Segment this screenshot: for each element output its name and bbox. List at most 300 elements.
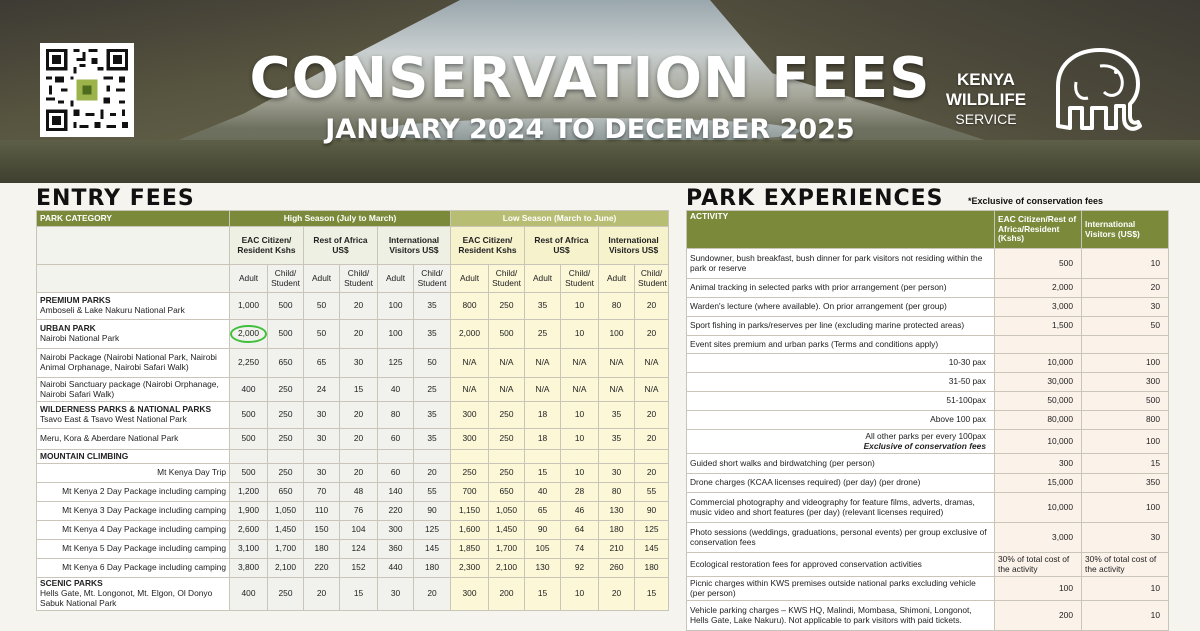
table-row [687,336,1169,354]
eac-fee-cell: 300 [995,454,1082,474]
fee-cell: 650 [489,483,525,502]
ground-image [0,140,1200,183]
table-row [687,523,1169,553]
fee-cell: 35 [599,402,635,429]
table-row [687,493,1169,523]
fee-cell: 40 [378,378,414,402]
entry-fees-heading: ENTRY FEES [36,186,195,211]
fee-cell: 650 [268,483,304,502]
fee-cell: 1,450 [268,521,304,540]
event-pax-cell: 10-30 pax [687,354,995,373]
col-activity: ACTIVITY [687,211,995,249]
fee-cell [230,320,268,349]
fee-cell: 1,150 [451,502,489,521]
fee-cell: 28 [561,483,599,502]
fee-cell: 25 [414,378,451,402]
fee-cell: 1,900 [230,502,268,521]
sub-header: Adult [378,265,414,293]
table-row [687,411,1169,430]
fee-cell: 250 [489,429,525,450]
fee-cell: 250 [451,464,489,483]
fee-cell: 15 [635,578,669,611]
fee-cell: 2,100 [489,559,525,578]
empty-cell [304,450,340,464]
fee-cell: 700 [451,483,489,502]
fee-cell: 30 [378,578,414,611]
fee-cell: 150 [304,521,340,540]
fee-cell: 20 [635,293,669,320]
fee-cell: 18 [525,402,561,429]
fee-cell: 105 [525,540,561,559]
park-name: Hells Gate, Mt. Longonot, Mt. Elgon, Ol Donyo Sabuk National Park [40,587,213,608]
table-row [37,578,669,611]
fee-cell: 20 [340,402,378,429]
eac-fee-cell: 80,000 [995,411,1082,430]
fee-cell: 15 [340,578,378,611]
fee-cell: 1,600 [451,521,489,540]
park-category-cell [37,402,230,429]
fee-cell: 80 [599,293,635,320]
sub-header: Child/ Student [489,265,525,293]
sub-header: Adult [451,265,489,293]
fee-cell: 80 [599,483,635,502]
fee-cell: 18 [525,429,561,450]
fee-cell: 300 [451,429,489,450]
fee-cell: 300 [378,521,414,540]
activity-cell: Animal tracking in selected parks with prior arrangement (per person) [687,279,995,298]
fee-cell: 250 [268,378,304,402]
fee-cell: 64 [561,521,599,540]
eac-fee-cell: 1,500 [995,317,1082,336]
page-title: CONSERVATION FEES [249,46,931,111]
fee-cell: 250 [268,402,304,429]
fee-cell: 10 [561,429,599,450]
intl-fee-cell: 800 [1082,411,1169,430]
event-pax-cell: 31-50 pax [687,373,995,392]
fee-cell: 200 [489,578,525,611]
activity-cell: Commercial photography and videography for feature films, adverts, dramas, music video and short features (per day) (relevant licenses required) [687,493,995,523]
activity-cell: Ecological restoration fees for approved conservation activities [687,553,995,577]
eac-fee-cell: 10,000 [995,430,1082,454]
table-row [687,474,1169,493]
fee-cell: 90 [414,502,451,521]
park-experiences-heading: PARK EXPERIENCES [686,186,944,211]
empty-cell [599,450,635,464]
intl-fee-cell: 50 [1082,317,1169,336]
empty-cell [635,450,669,464]
intl-fee-cell: 500 [1082,392,1169,411]
fee-cell: 400 [230,578,268,611]
intl-fee-cell: 100 [1082,430,1169,454]
group-header: International Visitors US$ [378,227,451,265]
park-name: Meru, Kora & Aberdare National Park [40,433,179,444]
fee-cell: 20 [635,464,669,483]
fee-cell: 10 [561,293,599,320]
fee-cell: 180 [599,521,635,540]
fee-cell: N/A [489,378,525,402]
park-name: Nairobi Package (Nairobi National Park, Nairobi Animal Orphanage, Nairobi Safari Walk) [40,352,217,372]
fee-cell: 20 [340,320,378,349]
fee-cell: 210 [599,540,635,559]
empty-cell [561,450,599,464]
fee-cell: 220 [304,559,340,578]
fee-cell: 100 [378,293,414,320]
empty-cell [230,450,268,464]
table-row [37,450,669,464]
empty-cell [489,450,525,464]
fee-cell: 500 [230,429,268,450]
fee-cell: N/A [635,378,669,402]
eac-fee-cell: 3,000 [995,523,1082,553]
group-header: EAC Citizen/ Resident Kshs [451,227,525,265]
fee-cell: 130 [525,559,561,578]
fee-cell: 60 [378,464,414,483]
fee-cell: 180 [304,540,340,559]
park-name: Amboseli & Lake Nakuru National Park [40,305,185,315]
fee-cell: 76 [340,502,378,521]
fee-cell: 50 [304,293,340,320]
fee-cell: 800 [451,293,489,320]
park-experiences-table [686,210,1169,631]
fee-cell: 2,300 [451,559,489,578]
fee-cell: 500 [230,464,268,483]
mountain-climbing-head: MOUNTAIN CLIMBING [37,450,230,464]
sub-header: Child/ Student [561,265,599,293]
sub-header: Child/ Student [340,265,378,293]
event-other-parks-label: All other parks per every 100pax [865,430,986,441]
table-row [687,249,1169,279]
col-park-category: PARK CATEGORY [37,211,230,227]
fee-cell: 60 [378,429,414,450]
elephant-logo-icon [1030,42,1146,134]
fee-cell: 90 [525,521,561,540]
mountain-package-name: Mt Kenya 3 Day Package including camping [37,502,230,521]
park-category-cell [37,578,230,611]
fee-cell: 40 [525,483,561,502]
fee-cell: 20 [635,429,669,450]
fee-cell: 65 [525,502,561,521]
table-row [37,559,669,578]
fee-cell: 20 [340,464,378,483]
table-row [37,502,669,521]
fee-cell: 250 [268,578,304,611]
empty-cell [414,450,451,464]
mountain-package-name: Mt Kenya Day Trip [37,464,230,483]
intl-fee-cell: 30% of total cost of the activity [1082,553,1169,577]
mountain-package-name: Mt Kenya 6 Day Package including camping [37,559,230,578]
eac-fee-cell: 200 [995,601,1082,631]
eac-fee-cell: 30% of total cost of the activity [995,553,1082,577]
table-row [687,373,1169,392]
event-pax-cell: 51-100pax [687,392,995,411]
empty-cell [995,336,1082,354]
table-row [687,354,1169,373]
header-banner [0,0,1200,183]
fee-cell: 15 [340,378,378,402]
fee-cell: 125 [414,521,451,540]
fee-cell: 30 [599,464,635,483]
fee-cell: 35 [599,429,635,450]
eac-fee-cell: 100 [995,577,1082,601]
table-row [37,378,669,402]
sub-header: Adult [230,265,268,293]
category-title: SCENIC PARKS [40,578,103,588]
activity-cell: Sport fishing in parks/reserves per line (excluding marine protected areas) [687,317,995,336]
table-row [687,553,1169,577]
fee-cell: 35 [414,320,451,349]
col-international: International Visitors (US$) [1082,211,1169,249]
empty-cell [1082,336,1169,354]
sub-header: Child/ Student [268,265,304,293]
fee-cell: 20 [414,578,451,611]
park-category-cell [37,429,230,450]
org-name-line3: SERVICE [955,110,1017,127]
fee-cell: 300 [451,578,489,611]
fee-cell: 24 [304,378,340,402]
fee-cell: 220 [378,502,414,521]
park-category-cell [37,378,230,402]
fee-cell: N/A [525,378,561,402]
fee-cell: 35 [414,402,451,429]
fee-cell: N/A [635,349,669,378]
fee-cell: 30 [340,349,378,378]
group-header: International Visitors US$ [599,227,669,265]
empty-cell [268,450,304,464]
fee-cell: 15 [525,578,561,611]
fee-cell: 35 [525,293,561,320]
fee-cell: N/A [451,378,489,402]
park-name: Nairobi Sanctuary package (Nairobi Orphanage, Nairobi Safari Walk) [40,378,219,399]
fee-cell: 25 [525,320,561,349]
intl-fee-cell: 350 [1082,474,1169,493]
fee-cell: 250 [268,429,304,450]
fee-cell: 20 [599,578,635,611]
fee-cell: N/A [525,349,561,378]
table-row [687,392,1169,411]
fee-cell: 400 [230,378,268,402]
sub-header: Adult [525,265,561,293]
fee-cell: 110 [304,502,340,521]
fee-cell: 152 [340,559,378,578]
fee-cell: 360 [378,540,414,559]
table-row [687,430,1169,454]
fee-cell: 10 [561,578,599,611]
intl-fee-cell: 10 [1082,601,1169,631]
fee-cell: 2,600 [230,521,268,540]
fee-cell: N/A [561,349,599,378]
fee-cell: 500 [268,320,304,349]
fee-cell: 3,100 [230,540,268,559]
fee-cell: 145 [414,540,451,559]
fee-cell: 92 [561,559,599,578]
fee-cell: 250 [489,402,525,429]
fee-cell: 20 [635,320,669,349]
fee-cell: 124 [340,540,378,559]
fee-cell: 250 [489,464,525,483]
fee-cell: 145 [635,540,669,559]
intl-fee-cell: 300 [1082,373,1169,392]
fee-cell: 46 [561,502,599,521]
fee-cell: 20 [304,578,340,611]
fee-cell: 30 [304,402,340,429]
qr-code-icon[interactable] [40,43,134,137]
fee-cell: 125 [378,349,414,378]
fee-cell: 130 [599,502,635,521]
fee-cell: 10 [561,320,599,349]
activity-cell: Guided short walks and birdwatching (per person) [687,454,995,474]
fee-cell: 20 [340,293,378,320]
fee-cell: 10 [561,464,599,483]
fee-cell: 35 [414,429,451,450]
intl-fee-cell: 30 [1082,523,1169,553]
activity-cell: Vehicle parking charges – KWS HQ, Malindi, Mombasa, Shimoni, Longonot, Hells Gate, Lake Nakuru). Not applicable to park visitors with paid tickets. [687,601,995,631]
activity-cell: Sundowner, bush breakfast, bush dinner for park visitors not residing within the park or reserve [687,249,995,279]
high-season-header: High Season (July to March) [230,211,451,227]
table-row [37,293,669,320]
empty-cell [451,450,489,464]
fee-cell: 65 [304,349,340,378]
activity-cell: Picnic charges within KWS premises outside national parks excluding vehicle (per person) [687,577,995,601]
fee-cell: 140 [378,483,414,502]
fee-cell: 55 [414,483,451,502]
sub-header: Child/ Student [414,265,451,293]
org-name [930,70,1042,128]
eac-fee-cell: 30,000 [995,373,1082,392]
fee-cell: 104 [340,521,378,540]
fee-cell: 300 [451,402,489,429]
category-title: URBAN PARK [40,323,96,334]
table-row [37,483,669,502]
event-pax-cell: Above 100 pax [687,411,995,430]
eac-fee-cell: 10,000 [995,354,1082,373]
category-title: PREMIUM PARKS [40,295,111,306]
fee-cell: 1,450 [489,521,525,540]
empty-cell [378,450,414,464]
table-row [37,540,669,559]
table-row [37,402,669,429]
fee-cell: 1,050 [268,502,304,521]
fee-cell: 100 [599,320,635,349]
activity-cell: Photo sessions (weddings, graduations, personal events) per group exclusive of conservation fees [687,523,995,553]
fee-cell: 20 [414,464,451,483]
table-row [687,454,1169,474]
experiences-note: *Exclusive of conservation fees [968,196,1104,206]
page-subtitle: JANUARY 2024 TO DECEMBER 2025 [325,114,855,145]
fee-cell: 20 [340,429,378,450]
fee-cell: 500 [230,402,268,429]
eac-fee-cell: 3,000 [995,298,1082,317]
park-category-cell [37,320,230,349]
fee-cell: 1,850 [451,540,489,559]
fee-cell: 2,000 [451,320,489,349]
fee-cell: N/A [599,349,635,378]
park-category-cell [37,293,230,320]
eac-fee-cell: 500 [995,249,1082,279]
group-header: EAC Citizen/ Resident Kshs [230,227,304,265]
event-sites-head: Event sites premium and urban parks (Terms and conditions apply) [687,336,995,354]
eac-fee-cell: 50,000 [995,392,1082,411]
sub-header: Adult [599,265,635,293]
fee-cell: 30 [304,464,340,483]
fee-cell: 10 [561,402,599,429]
group-header: Rest of Africa US$ [525,227,599,265]
activity-cell: Drone charges (KCAA licenses required) (per day) (per drone) [687,474,995,493]
activity-cell: Warden's lecture (where available). On prior arrangement (per group) [687,298,995,317]
fee-cell: 1,700 [268,540,304,559]
intl-fee-cell: 100 [1082,493,1169,523]
table-row [37,521,669,540]
fee-cell: 74 [561,540,599,559]
fee-cell: 250 [489,293,525,320]
fee-cell: 2,100 [268,559,304,578]
fee-cell: N/A [451,349,489,378]
fee-cell: 90 [635,502,669,521]
org-name-line2: WILDLIFE [945,90,1027,110]
eac-fee-cell: 2,000 [995,279,1082,298]
fee-cell: 500 [268,293,304,320]
fee-cell: 125 [635,521,669,540]
sub-header: Child/ Student [635,265,669,293]
mountain-package-name: Mt Kenya 4 Day Package including camping [37,521,230,540]
fee-cell: 50 [304,320,340,349]
empty-cell [340,450,378,464]
fee-cell: 1,200 [230,483,268,502]
category-title: WILDERNESS PARKS & NATIONAL PARKS [40,404,212,415]
fee-cell: 70 [304,483,340,502]
intl-fee-cell: 100 [1082,354,1169,373]
fee-cell: N/A [489,349,525,378]
eac-fee-cell: 10,000 [995,493,1082,523]
fee-cell: 1,000 [230,293,268,320]
intl-fee-cell: 30 [1082,298,1169,317]
park-name: Nairobi National Park [40,333,120,343]
fee-cell: 55 [635,483,669,502]
table-row [687,577,1169,601]
fee-cell: 440 [378,559,414,578]
fee-cell: 250 [268,464,304,483]
fee-cell: 30 [304,429,340,450]
fee-cell: 100 [378,320,414,349]
fee-cell: 1,050 [489,502,525,521]
fee-cell: 180 [414,559,451,578]
fee-cell: 3,800 [230,559,268,578]
fee-cell: 20 [635,402,669,429]
entry-fees-table [36,210,669,611]
table-row [37,464,669,483]
intl-fee-cell: 20 [1082,279,1169,298]
table-row [687,601,1169,631]
fee-cell: 180 [635,559,669,578]
eac-fee-cell: 15,000 [995,474,1082,493]
group-header: Rest of Africa US$ [304,227,378,265]
sub-header: Adult [304,265,340,293]
low-season-header: Low Season (March to June) [451,211,669,227]
fee-cell: 15 [525,464,561,483]
table-row [37,429,669,450]
table-row [687,317,1169,336]
intl-fee-cell: 10 [1082,577,1169,601]
table-row [37,320,669,349]
col-eac: EAC Citizen/Rest of Africa/Resident (Kshs) [995,211,1082,249]
table-row [37,349,669,378]
circled-value: 2,000 [230,325,267,343]
intl-fee-cell: 10 [1082,249,1169,279]
event-other-parks-cell [687,430,995,454]
park-name: Tsavo East & Tsavo West National Park [40,414,187,424]
fee-cell: N/A [599,378,635,402]
fee-cell: 80 [378,402,414,429]
empty-cell [525,450,561,464]
